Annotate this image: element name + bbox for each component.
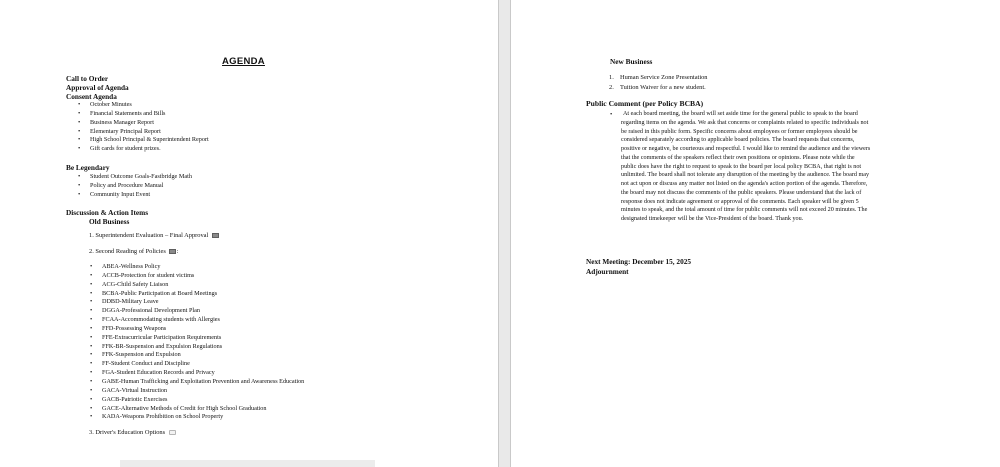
list-item: • FCAA-Accommodating students with Allergies [88,316,304,325]
list-item: • ACG-Child Safety Liaison [88,281,304,290]
new-business-heading: New Business [610,57,653,66]
item-text: Human Service Zone Presentation [620,74,708,81]
new-business-list [609,73,708,93]
list-item: • Gift cards for student prizes. [76,145,209,154]
item-number: 3. [89,429,94,436]
public-comment-heading: Public Comment (per Policy BCBA) [586,99,704,108]
item-number: 2. [89,248,94,255]
paragraph-line: regarding items on the agenda. We ask that concerns or complaints related to specific individuals not [621,119,869,126]
discussion-heading: Discussion & Action Items [66,208,149,217]
list-item: • FGA-Student Education Records and Privacy [88,369,304,378]
document-page-right [511,0,1000,467]
list-item: • ACCB-Protection for student victims [88,272,304,281]
list-item: • GACB-Patriotic Exercises [88,396,304,405]
old-business-item-3 [89,429,176,438]
paragraph-line: that the comments of the speakers reflect their own positions or opinions. Please note while the [621,154,855,161]
item-number: 2. [609,83,614,91]
list-item: • KADA-Weapons Prohibition on School Property [88,413,304,422]
item-text: Superintendent Evaluation – Final Approval [95,232,209,239]
list-item: • FFE-Extracurricular Participation Requirements [88,334,304,343]
list-item: • Policy and Procedure Manual [76,182,192,191]
paragraph-bullet: • [610,111,613,118]
paragraph-line: response does not indicate agreement or approval of the comments. Each speaker will be given 5 [621,198,859,205]
list-item: • October Minutes [76,101,209,110]
adjournment-heading: Adjournment [586,267,629,276]
consent-agenda-heading: Consent Agenda [66,92,117,101]
old-business-item-1 [89,232,219,241]
list-item: • Business Manager Report [76,119,209,128]
list-item: • ABEA-Wellness Policy [88,263,304,272]
approval-heading: Approval of Agenda [66,83,129,92]
list-item: • FF-Student Conduct and Discipline [88,360,304,369]
list-item: • FFK-Suspension and Expulsion [88,351,304,360]
page-footer-shade [120,460,375,467]
item-text: Second Reading of Policies [95,248,166,255]
list-item: • Student Outcome Goals-Fastbridge Math [76,173,192,182]
be-legendary-list [76,173,192,200]
paragraph-line: public does have the right to request to speak to the board per local policy BCBA, that right is not [621,163,862,170]
list-item: • DDBD-Military Leave [88,298,304,307]
list-item: • Elementary Principal Report [76,128,209,137]
public-comment-paragraph [621,110,929,224]
paragraph-line: positive or negative, be courteous and respectful. I would like to remind the audience and the viewers [621,146,871,152]
list-item [609,83,708,93]
be-legendary-heading: Be Legendary [66,163,110,172]
item-suffix: : [176,248,179,255]
paragraph-line: the board may not discuss the comments of the public speakers. Please understand that the lack of [621,189,862,196]
list-item: • DGGA-Professional Development Plan [88,307,304,316]
policies-list [88,263,304,422]
list-item: • FFD-Possessing Weapons [88,325,304,334]
list-item: • High School Principal & Superintendent Report [76,136,209,145]
list-item: • BCBA-Public Participation at Board Meetings [88,290,304,299]
next-meeting-heading: Next Meeting: December 15, 2025 [586,257,692,266]
call-to-order-heading: Call to Order [66,74,109,83]
list-item: • GABE-Human Trafficking and Exploitation Prevention and Awareness Education [88,378,304,387]
list-item: • GACA-Virtual Instruction [88,387,304,396]
paragraph-line: At each board meeting, the board will set aside time for the general public to speak to the board [623,111,858,117]
paragraph-line: designated timekeeper will be the Vice-President of the board. Thank you. [621,216,804,222]
paragraph-line: unlimited. The board shall not tolerate any disruption of the meeting by the audience. The board may [621,172,870,179]
item-text: Driver's Education Options [95,429,166,436]
item-number: 1. [89,232,94,239]
old-business-heading: Old Business [89,217,130,226]
list-item: • Community Input Event [76,191,192,200]
document-page-left [0,0,498,467]
paragraph-line: not act upon or discuss any matter not listed on the agenda's action portion of the agenda. Therefore, [621,181,868,187]
paragraph-line: considered separately according to applicable board policies. The board requests that concerns, [621,137,855,144]
item-number: 1. [609,74,614,81]
list-item: • Financial Statements and Bills [76,110,209,119]
paragraph-line: be raised in this public form. Specific concerns about employees or former employees should be [621,128,858,135]
paragraph-line: minutes to speak, and the total amount of time for public comments will not exceed 20 minutes. The [621,207,868,214]
attachment-icon[interactable] [169,430,176,435]
consent-agenda-list [76,101,209,154]
old-business-item-2 [89,248,178,257]
list-item: • FFK-BR-Suspension and Expulsion Regulations [88,343,304,352]
item-text: Tuition Waiver for a new student. [620,83,706,91]
page-gutter [498,0,511,467]
list-item [609,73,708,83]
attachment-icon[interactable] [212,233,219,238]
agenda-title: AGENDA [222,56,265,67]
list-item: • GACE-Alternative Methods of Credit for High School Graduation [88,405,304,414]
